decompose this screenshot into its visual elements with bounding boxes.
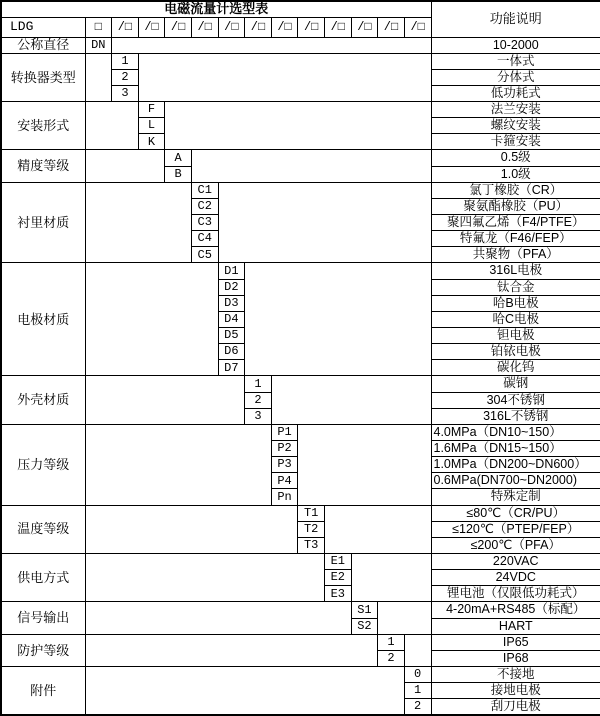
code-cell: E3: [324, 586, 351, 602]
code-cell: F: [138, 102, 165, 118]
code-box-cell: /□: [298, 17, 325, 37]
table-row: [1, 554, 600, 570]
description-cell: 铂铱电极: [431, 344, 600, 360]
code-cell: 1: [112, 53, 139, 69]
gap-cell: [245, 263, 431, 376]
code-box-cell: /□: [138, 17, 165, 37]
code-cell: D6: [218, 344, 245, 360]
code-cell: A: [165, 150, 192, 166]
gap-cell: [404, 634, 431, 666]
gap-cell: [85, 602, 351, 634]
code-cell: 1: [245, 376, 272, 392]
table-row: [1, 150, 600, 166]
table-row: [1, 53, 600, 69]
gap-cell: [85, 505, 298, 553]
gap-cell: [218, 182, 431, 263]
description-cell: 锂电池（仅限低功耗式）: [431, 586, 600, 602]
code-box-cell: /□: [112, 17, 139, 37]
description-cell: 低功耗式: [431, 85, 600, 101]
description-cell: IP68: [431, 650, 600, 666]
code-box-cell: /□: [351, 17, 378, 37]
code-cell: P4: [271, 473, 298, 489]
table-row: [1, 666, 600, 682]
description-cell: 特殊定制: [431, 489, 600, 505]
description-cell: 0.6MPa(DN700~DN2000): [431, 473, 600, 489]
code-box-cell: /□: [378, 17, 405, 37]
description-cell: 1.6MPa（DN15~150）: [431, 441, 600, 457]
table-row: [1, 634, 600, 650]
code-cell: 0: [404, 666, 431, 682]
table-row: [1, 505, 600, 521]
gap-cell: [85, 554, 324, 602]
gap-cell: [85, 376, 245, 424]
category-cell: 压力等级: [1, 424, 85, 505]
table-row: [1, 102, 600, 118]
code-cell: D7: [218, 360, 245, 376]
category-cell: 公称直径: [1, 37, 85, 53]
gap-cell: [85, 102, 138, 150]
gap-cell: [85, 634, 378, 666]
description-cell: 法兰安装: [431, 102, 600, 118]
code-box-cell: □: [85, 17, 112, 37]
gap-cell: [191, 150, 431, 182]
code-cell: 3: [112, 85, 139, 101]
description-cell: 螺纹安装: [431, 118, 600, 134]
description-cell: 哈B电极: [431, 295, 600, 311]
code-cell: B: [165, 166, 192, 182]
gap-cell: [85, 424, 271, 505]
description-cell: 1.0MPa（DN200~DN600）: [431, 457, 600, 473]
description-cell: 氯丁橡胶（CR）: [431, 182, 600, 198]
description-cell: ≤120℃（PTEP/FEP）: [431, 521, 600, 537]
table-row: [1, 263, 600, 279]
code-box-cell: /□: [191, 17, 218, 37]
code-cell: S1: [351, 602, 378, 618]
code-cell: D3: [218, 295, 245, 311]
code-cell: 1: [404, 683, 431, 699]
title-row: [1, 1, 600, 17]
description-cell: 220VAC: [431, 554, 600, 570]
gap-cell: [85, 263, 218, 376]
gap-cell: [165, 102, 431, 150]
description-cell: 4-20mA+RS485（标配）: [431, 602, 600, 618]
table-row: [1, 602, 600, 618]
description-cell: 刮刀电极: [431, 699, 600, 715]
category-cell: 安装形式: [1, 102, 85, 150]
code-cell: T2: [298, 521, 325, 537]
table-row: [1, 376, 600, 392]
description-cell: 钛合金: [431, 279, 600, 295]
code-cell: DN: [85, 37, 112, 53]
category-cell: 外壳材质: [1, 376, 85, 424]
gap-cell: [85, 182, 191, 263]
table-row: [1, 182, 600, 198]
code-cell: D4: [218, 311, 245, 327]
category-cell: 防护等级: [1, 634, 85, 666]
description-cell: ≤200℃（PFA）: [431, 537, 600, 553]
function-description-header: 功能说明: [431, 1, 600, 37]
gap-cell: [324, 505, 431, 553]
code-cell: T3: [298, 537, 325, 553]
description-cell: 碳化钨: [431, 360, 600, 376]
code-cell: C1: [191, 182, 218, 198]
description-cell: ≤80℃（CR/PU）: [431, 505, 600, 521]
category-cell: 附件: [1, 666, 85, 715]
description-cell: 聚四氟乙烯（F4/PTFE）: [431, 215, 600, 231]
gap-cell: [112, 37, 431, 53]
code-box-cell: /□: [271, 17, 298, 37]
gap-cell: [85, 150, 165, 182]
description-cell: 24VDC: [431, 570, 600, 586]
description-cell: 分体式: [431, 69, 600, 85]
code-cell: 3: [245, 408, 272, 424]
code-cell: 2: [378, 650, 405, 666]
code-cell: Pn: [271, 489, 298, 505]
code-cell: C5: [191, 247, 218, 263]
description-cell: 碳钢: [431, 376, 600, 392]
code-cell: 2: [112, 69, 139, 85]
code-cell: C3: [191, 215, 218, 231]
description-cell: 接地电极: [431, 683, 600, 699]
code-cell: L: [138, 118, 165, 134]
code-box-cell: /□: [404, 17, 431, 37]
description-cell: 4.0MPa（DN10~150）: [431, 424, 600, 440]
code-cell: E2: [324, 570, 351, 586]
code-cell: T1: [298, 505, 325, 521]
code-box-cell: /□: [245, 17, 272, 37]
description-cell: 304不锈钢: [431, 392, 600, 408]
code-cell: K: [138, 134, 165, 150]
description-cell: 钽电极: [431, 328, 600, 344]
code-cell: P2: [271, 441, 298, 457]
code-cell: S2: [351, 618, 378, 634]
gap-cell: [138, 53, 431, 101]
description-cell: HART: [431, 618, 600, 634]
description-cell: 316L不锈钢: [431, 408, 600, 424]
code-cell: D1: [218, 263, 245, 279]
table-row: [1, 37, 600, 53]
category-cell: 温度等级: [1, 505, 85, 553]
description-cell: 0.5级: [431, 150, 600, 166]
category-cell: 转换器类型: [1, 53, 85, 101]
description-cell: 特氟龙（F46/FEP）: [431, 231, 600, 247]
gap-cell: [271, 376, 431, 424]
description-cell: IP65: [431, 634, 600, 650]
code-cell: 2: [404, 699, 431, 715]
code-cell: P1: [271, 424, 298, 440]
category-cell: 供电方式: [1, 554, 85, 602]
category-cell: 电极材质: [1, 263, 85, 376]
table-row: [1, 424, 600, 440]
description-cell: 1.0级: [431, 166, 600, 182]
category-cell: 衬里材质: [1, 182, 85, 263]
description-cell: 共聚物（PFA）: [431, 247, 600, 263]
description-cell: 一体式: [431, 53, 600, 69]
category-cell: 精度等级: [1, 150, 85, 182]
description-cell: 卡箍安装: [431, 134, 600, 150]
page-title: 电磁流量计选型表: [1, 1, 431, 17]
code-box-cell: /□: [218, 17, 245, 37]
model-code-label: LDG: [1, 17, 85, 37]
gap-cell: [298, 424, 431, 505]
gap-cell: [378, 602, 431, 634]
code-cell: C2: [191, 198, 218, 214]
code-box-cell: /□: [165, 17, 192, 37]
description-cell: 不接地: [431, 666, 600, 682]
code-cell: D5: [218, 328, 245, 344]
description-cell: 聚氨酯橡胶（PU）: [431, 198, 600, 214]
category-cell: 信号输出: [1, 602, 85, 634]
description-cell: 哈C电极: [431, 311, 600, 327]
gap-cell: [351, 554, 431, 602]
code-box-cell: /□: [324, 17, 351, 37]
code-cell: C4: [191, 231, 218, 247]
table-body: [1, 37, 600, 715]
code-cell: E1: [324, 554, 351, 570]
code-cell: 2: [245, 392, 272, 408]
code-cell: P3: [271, 457, 298, 473]
description-cell: 316L电极: [431, 263, 600, 279]
code-cell: 1: [378, 634, 405, 650]
code-cell: D2: [218, 279, 245, 295]
description-cell: 10-2000: [431, 37, 600, 53]
gap-cell: [85, 666, 404, 715]
gap-cell: [85, 53, 112, 101]
